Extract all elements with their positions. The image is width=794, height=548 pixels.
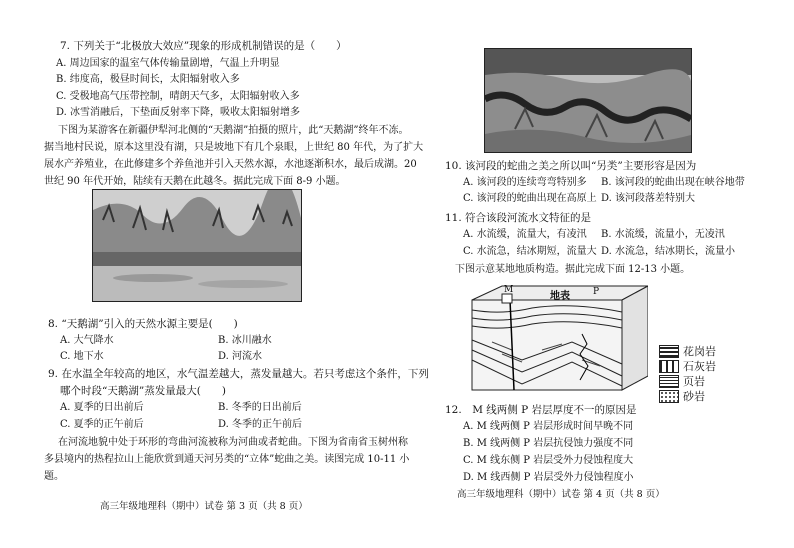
passage2-line-1: 在河流地貌中处于环形的弯曲河流被称为河曲或者蛇曲。下图为省南省玉树州称: [58, 437, 408, 448]
q11-stem: 11. 符合该段河流水文特征的是: [445, 212, 592, 224]
label-surface: 地表: [550, 291, 570, 302]
passage1-line-2: 据当地村民说，原本这里没有湖，只是坡地下有几个泉眼，上世纪 80 年代，为了扩大: [44, 142, 424, 153]
meander-photo: [484, 48, 692, 153]
legend-shale: [659, 373, 705, 389]
q8-option-c: C. 地下水: [60, 351, 104, 362]
right-footer: 高三年级地理科（期中）试卷 第 4 页（共 8 页）: [457, 489, 665, 500]
left-footer: 高三年级地理科（期中）试卷 第 3 页（共 8 页）: [100, 501, 308, 512]
q7-option-d: D. 冰雪消融后，下垫面反射率下降，吸收太阳辐射增多: [56, 107, 301, 118]
q9-stem-2: 哪个时段“天鹅湖”蒸发量最大( ): [60, 385, 226, 397]
shale-swatch: [659, 375, 679, 388]
q7-option-a: A. 周边国家的温室气体传输量剧增，气温上升明显: [56, 58, 280, 69]
q9-option-c: C. 夏季的正午前后: [60, 419, 144, 430]
q9-option-d: D. 冬季的正午前后: [218, 419, 303, 430]
sandstone-swatch: [659, 390, 679, 403]
passage3: 下图示意某地地质构造。据此完成下面 12-13 小题。: [455, 264, 691, 275]
q12-option-d: D. M 线西侧 P 岩层受外力侵蚀程度小: [463, 472, 634, 483]
passage1-line-3: 展水产养殖业，在此修建多个养鱼池并引入天然水源，水池逐渐积水，最后成湖。20: [44, 159, 417, 170]
q8-option-d: D. 河流水: [218, 351, 263, 362]
q8-option-b: B. 冰川融水: [218, 335, 272, 346]
q12-stem: 12. M 线两侧 P 岩层厚度不一的原因是: [445, 404, 637, 416]
granite-swatch: [659, 345, 679, 358]
q10-option-b: B. 该河段的蛇曲出现在峡谷地带: [601, 177, 745, 188]
q11-option-c: C. 水流急，结冰期短，流量大: [463, 246, 597, 257]
q7-option-b: B. 纬度高，极昼时间长，太阳辐射收入多: [56, 74, 240, 85]
q8-option-a: A. 大气降水: [60, 335, 114, 346]
label-p: P: [593, 287, 600, 297]
legend-granite: [659, 343, 716, 359]
passage2-line-2: 多县境内的热程拉山上能欣赏到通天河另类的“立体”蛇曲之美。读图完成 10-11 小: [44, 454, 410, 465]
q10-option-c: C. 该河段的蛇曲出现在高原上: [463, 193, 597, 204]
swan-lake-photo: [92, 189, 302, 302]
legend-label: 石灰岩: [683, 360, 716, 373]
right-page: [397, 0, 794, 548]
q11-option-a: A. 水流缓，流量大，有凌汛: [463, 229, 587, 240]
q12-option-b: B. M 线两侧 P 岩层抗侵蚀力强度不同: [463, 438, 634, 449]
q9-option-a: A. 夏季的日出前后: [60, 402, 144, 413]
q11-option-b: B. 水流缓，流量小，无凌汛: [601, 229, 725, 240]
legend-label: 花岗岩: [683, 345, 716, 358]
q10-option-d: D. 该河段落差特别大: [601, 193, 696, 204]
q7-option-c: C. 受极地高气压带控制，晴朗天气多，太阳辐射收入多: [56, 91, 300, 102]
q9-option-b: B. 冬季的日出前后: [218, 402, 302, 413]
q12-option-c: C. M 线东侧 P 岩层受外力侵蚀程度大: [463, 455, 634, 466]
label-m: M: [504, 285, 514, 295]
legend-sandstone: [659, 388, 705, 404]
legend-label: 砂岩: [683, 390, 705, 403]
q9-stem-1: 9. 在水温全年较高的地区，水气温差越大，蒸发量越大。若只考虑这个条件，下列: [48, 368, 429, 380]
q7-stem: 7. 下列关于“北极放大效应”现象的形成机制错误的是（ ）: [60, 40, 347, 52]
passage2-line-3: 题。: [44, 471, 64, 482]
q11-option-d: D. 水流急，结冰期长，流量小: [601, 246, 736, 257]
q12-option-a: A. M 线两侧 P 岩层形成时间早晚不同: [463, 421, 634, 432]
passage1-line-1: 下图为某游客在新疆伊犁河北侧的“天鹅湖”拍摄的照片，此“天鹅湖”终年不冻。: [58, 125, 409, 136]
q10-stem: 10. 该河段的蛇曲之美之所以叫“另类”主要形容是因为: [445, 160, 697, 172]
q8-stem: 8. “天鹅湖”引入的天然水源主要是( ): [48, 318, 238, 330]
legend-label: 页岩: [683, 375, 705, 388]
legend-limestone: [659, 358, 716, 374]
limestone-swatch: [659, 360, 679, 373]
passage1-line-4: 世纪 90 年代开始，陆续有天鹅在此越冬。据此完成下面 8-9 小题。: [44, 176, 346, 187]
q10-option-a: A. 该河段的连续弯弯特别多: [463, 177, 587, 188]
